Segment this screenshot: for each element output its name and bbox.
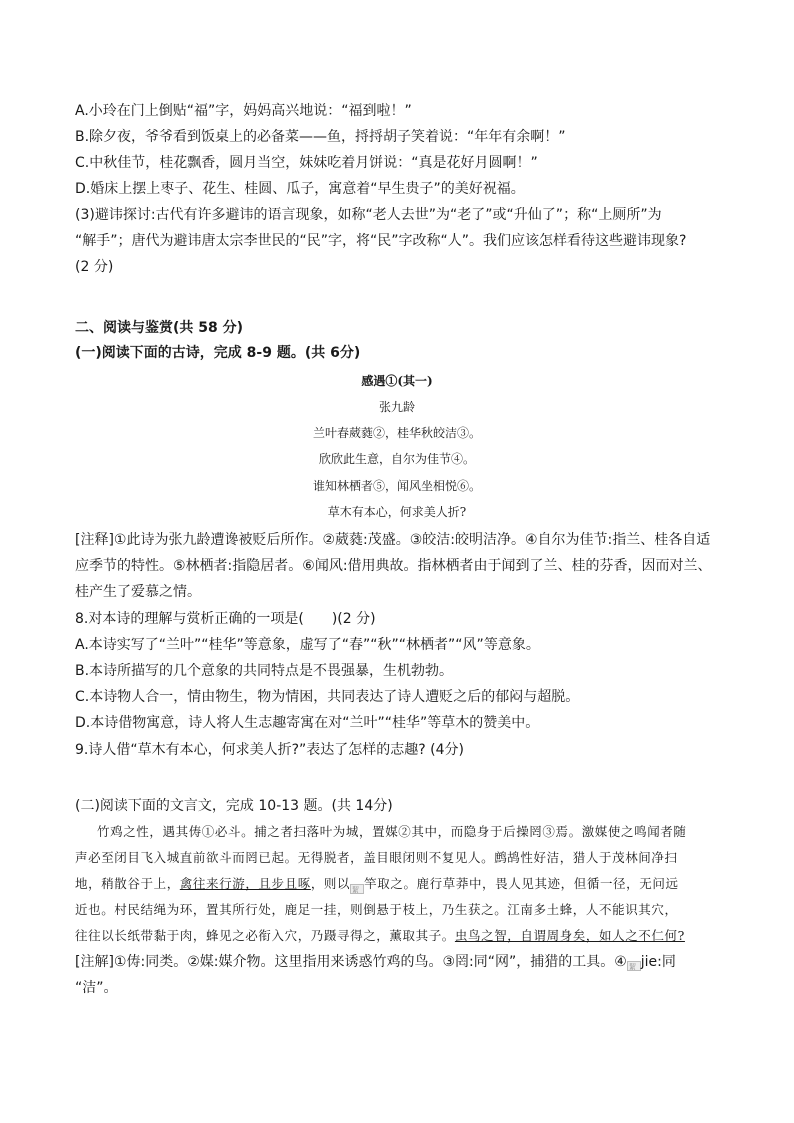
prose-line-5 <box>75 926 685 946</box>
question-3-score: (2 分) <box>75 259 114 275</box>
prose-subsection-heading: (二)阅读下面的文言文，完成 10-13 题。(共 14分) <box>75 798 393 814</box>
question-3-line2: “解手”；唐代为避讳唐太宗李世民的“民”字，将“民”字改称“人”。我们应该怎样看待这些避讳现象? <box>75 233 687 249</box>
question-8: 8.对本诗的理解与赏析正确的一项是( )(2 分) <box>75 611 376 627</box>
question-8-option-a: A.本诗实写了“兰叶”“桂华”等意象，虚写了“春”“秋”“林栖者”“风”等意象。 <box>75 637 540 653</box>
poem-subsection-heading: (一)阅读下面的古诗，完成 8-9 题。(共 6分) <box>75 345 361 361</box>
prose-underlined-sentence-2: 虫鸟之智，自谓周身矣，如人之不仁何? <box>454 928 685 943</box>
option-b: B.除夕夜，爷爷看到饭桌上的必备菜——鱼，捋捋胡子笑着说：“年年有余啊！” <box>75 129 566 145</box>
prose-line-3-mid: ，则以 <box>310 876 351 891</box>
poem-note-line2: 应季节的特性。⑤林栖者:指隐居者。⑥闻风:借用典故。指林栖者由于闻到了兰、桂的芬香，因而对兰、 <box>75 558 712 574</box>
prose-notes-line2: “洁”。 <box>75 980 118 996</box>
svg-text:絜: 絜 <box>352 885 360 894</box>
prose-underlined-sentence-1: 禽往来行游，且步且啄 <box>179 876 311 891</box>
poem-line-3: 谁知林栖者⑤，闻风坐相悦⑥。 <box>312 479 481 493</box>
missing-character-glyph-icon <box>627 957 641 971</box>
prose-notes-text: [注解]①俦:同类。②媒:媒介物。这里指用来诱惑竹鸡的鸟。③罔:同“网”，捕猎的工具。④ <box>75 954 627 970</box>
prose-line-3 <box>75 874 679 894</box>
poem-title: 感遇①(其一) <box>361 374 433 388</box>
missing-character-glyph-icon <box>350 880 364 894</box>
question-8-option-c: C.本诗物人合一，情由物生，物为情困，共同表达了诗人遭贬之后的郁闷与超脱。 <box>75 689 580 705</box>
question-8-option-d: D.本诗借物寓意，诗人将人生志趣寄寓在对“兰叶”“桂华”等草木的赞美中。 <box>75 715 540 731</box>
poem-line-4: 草木有本心，何求美人折? <box>327 505 467 519</box>
poem-note-line1: [注释]①此诗为张九龄遭谗被贬后所作。②葳蕤:茂盛。③皎洁:皎明洁净。④自尔为佳节:指兰、桂各自适 <box>75 532 711 548</box>
prose-line-3-end: 竿取之。鹿行草莽中，畏人见其迹，但循一径，无问远 <box>364 876 679 891</box>
poem-line-2: 欣欣此生意，自尔为佳节④。 <box>318 452 475 466</box>
question-3-line1: (3)避讳探讨:古代有许多避讳的语言现象，如称“老人去世”为“老了”或“升仙了”；称“上厕所”为 <box>75 207 662 223</box>
option-c: C.中秋佳节，桂花飘香，圆月当空，妹妹吃着月饼说：“真是花好月圆啊！” <box>75 155 538 171</box>
prose-line-4: 近也。村民结绳为环，置其所行处，鹿足一挂，则倒悬于枝上，乃生获之。江南多土蜂，人不能识其穴， <box>75 902 678 917</box>
prose-line-5-start: 往往以长纸带黏于肉，蜂见之必衔入穴，乃蹑寻得之，薰取其子。 <box>75 928 455 943</box>
option-a: A.小玲在门上倒贴“福”字，妈妈高兴地说：“福到啦！” <box>75 103 412 119</box>
poem-author: 张九龄 <box>378 400 415 414</box>
prose-line-3-start: 地，稍散谷于上， <box>75 876 180 891</box>
question-8-option-b: B.本诗所描写的几个意象的共同特点是不畏强暴，生机勃勃。 <box>75 663 454 679</box>
section-heading: 二、阅读与鉴赏(共 58 分) <box>75 320 244 336</box>
prose-notes-line1 <box>75 952 676 972</box>
poem-note-line3: 桂产生了爱慕之情。 <box>75 584 201 600</box>
prose-line-1: 竹鸡之性，遇其俦①必斗。捕之者扫落叶为城，置媒②其中，而隐身于后操罔③焉。激媒使之鸣闻者随 <box>97 824 687 839</box>
poem-line-1: 兰叶春葳蕤②，桂华秋皎洁③。 <box>312 426 481 440</box>
svg-text:絜: 絜 <box>628 963 636 971</box>
question-9: 9.诗人借“草木有本心，何求美人折?”表达了怎样的志趣? (4分) <box>75 742 465 758</box>
option-d: D.婚床上摆上枣子、花生、桂圆、瓜子，寓意着“早生贵子”的美好祝福。 <box>75 181 525 197</box>
prose-notes-pinyin: jie:同 <box>640 954 676 970</box>
prose-line-2: 声必至闭目飞入城直前欲斗而罔已起。无得脱者，盖目眼闭则不复见人。鹧鸪性好洁，猎人于茂林间净扫 <box>75 850 678 865</box>
